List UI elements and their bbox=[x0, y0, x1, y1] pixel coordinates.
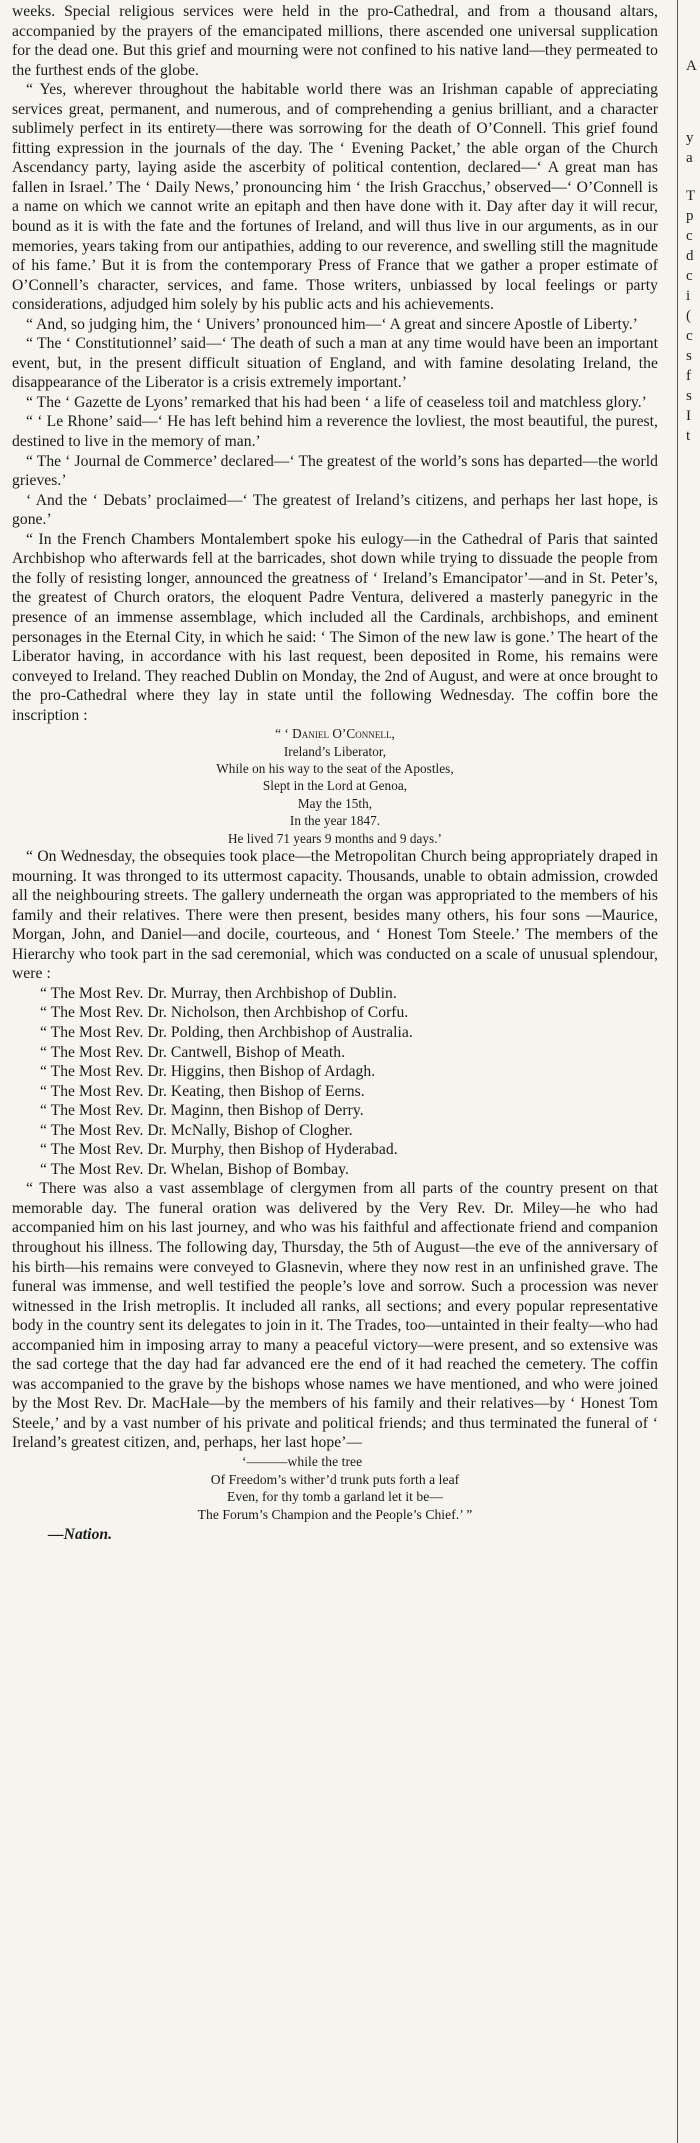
edge-letter: a bbox=[686, 150, 693, 166]
paragraph: “ The ‘ Constitutionnel’ said—‘ The death of such a man at any time would have been an important event, but, in the present difficult situation of England, and with famine desolating Ireland, the disappearance of the Liberator is a crisis extremely important.’ bbox=[12, 335, 658, 392]
edge-letter: s bbox=[686, 388, 692, 404]
inscription-line: In the year 1847. bbox=[289, 813, 381, 829]
verse-line: Of Freedom’s wither’d trunk puts forth a leaf bbox=[210, 1471, 460, 1487]
paragraph: “ The ‘ Journal de Commerce’ declared—‘ The greatest of the world’s sons has departed—the world grieves.’ bbox=[12, 452, 658, 490]
verse-line: ‘———while the tree bbox=[242, 1454, 363, 1470]
paragraph: “ There was also a vast assemblage of clergymen from all parts of the country present on that memorable day. The funeral oration was delivered by the Very Rev. Dr. Miley—he who had accompanied him on his last journey, and who was his faithful and affectionate friend and companion throughout his illness. The following day, Thursday, the 5th of August—the eve of the anniversary of his birth—his remains were conveyed to Glasnevin, where they now rest in an unfinished grave. The funeral was immense, and well testified the people’s love and sorrow. Such a procession was never witnessed in the Irish metroplis. It included all ranks, all sections; and every popular representative body in the country sent its delegates to join in it. The Trades, too—untainted in their fealty—who had accompanied him in imposing array to many a peaceful victory—were present, and so extensive was the sad cortege that the day had far advanced ere the end of it had reached the cemetery. The coffin was accompanied to the grave by the bishops whose names we have mentioned, and who were joined by the Most Rev. Dr. MacHale—by the members of his family and their relatives—by ‘ Honest Tom Steele,’ and by a vast number of his private and political friends; and thus terminated the funeral of ‘ Ireland’s greatest citizen, and, perhaps, her last hope’— bbox=[12, 1180, 658, 1452]
list-item: “ The Most Rev. Dr. Whelan, Bishop of Bombay. bbox=[40, 1160, 349, 1178]
inscription-line: He lived 71 years 9 months and 9 days.’ bbox=[227, 830, 442, 846]
article-column bbox=[12, 2, 658, 1545]
list-item: “ The Most Rev. Dr. Cantwell, Bishop of Meath. bbox=[40, 1043, 346, 1061]
edge-letter: I bbox=[686, 408, 691, 424]
list-item: “ The Most Rev. Dr. Nicholson, then Archbishop of Corfu. bbox=[40, 1004, 409, 1022]
edge-letter: i bbox=[686, 288, 691, 304]
edge-letter: d bbox=[686, 248, 694, 264]
paragraph: “ Yes, wherever throughout the habitable world there was an Irishman capable of appreciating services great, permanent, and numerous, and of comprehending a genius brilliant, and a character sublimely perfect in its entirety—there was sorrowing for the death of O’Connell. This grief found fitting expression in the journals of the day. The ‘ Evening Packet,’ the able organ of the Church Ascendancy party, laying aside the ascerbity of political contention, declared—‘ A great man has fallen in Israel.’ The ‘ Daily News,’ pronouncing him ‘ the Irish Gracchus,’ observed—‘ O’Connell is a name on which we cannot write an epitaph and then have done with it. Day after day it will recur, bound as it is with the fate and the fortunes of Ireland, and will thus live in our arguments, as in our memories, years taking from our antipathies, adding to our reverence, and swelling still the magnitude of his fame.’ But it is from the contemporary Press of France that we gather a proper estimate of O’Connell’s character, services, and fame. Those writers, unbiassed by local feelings or party considerations, adjudged him solely by his public acts and his achievements. bbox=[12, 81, 658, 314]
inscription-line: Ireland’s Liberator, bbox=[283, 743, 387, 759]
edge-letter: c bbox=[686, 228, 693, 244]
hierarchy-list bbox=[12, 984, 658, 1179]
edge-letter: y bbox=[686, 130, 694, 146]
list-item: “ The Most Rev. Dr. Higgins, then Bishop of Ardagh. bbox=[40, 1063, 376, 1081]
edge-letter: A bbox=[686, 58, 697, 74]
edge-letter: p bbox=[686, 208, 694, 224]
list-item: “ The Most Rev. Dr. Murray, then Archbishop of Dublin. bbox=[40, 984, 397, 1002]
inscription-line: May the 15th, bbox=[297, 795, 373, 811]
list-item: “ The Most Rev. Dr. Murphy, then Bishop of Hyderabad. bbox=[40, 1141, 398, 1159]
closing-verse bbox=[12, 1453, 658, 1523]
inscription-line: Slept in the Lord at Genoa, bbox=[262, 778, 408, 794]
inscription-line: While on his way to the seat of the Apostles, bbox=[216, 761, 454, 777]
adjacent-column-edge bbox=[684, 0, 700, 2143]
inscription-line: “ ‘ Daniel O’Connell, bbox=[275, 726, 395, 742]
edge-letter: ( bbox=[686, 308, 691, 324]
paragraph: “ In the French Chambers Montalembert spoke his eulogy—in the Cathedral of Paris that sainted Archbishop who afterwards fell at the barricades, shot down while trying to dissuade the people from the folly of resisting longer, announced the greatness of ‘ Ireland’s Emancipator’—and in St. Peter’s, the greatest of Church orators, the eloquent Padre Ventura, delivered a masterly panegyric in the presence of an immense assemblage, which included all the Cardinals, archbishops, and eminent personages in the Eternal City, in which he said: ‘ The Simon of the new law is gone.’ The heart of the Liberator having, in accordance with his last request, been deposited in Rome, his remains were conveyed to Ireland. They reached Dublin on Monday, the 2nd of August, and were at once brought to the pro-Cathedral where they lay in state until the following Wednesday. The coffin bore the inscription : bbox=[12, 530, 658, 724]
verse-line: Even, for thy tomb a garland let it be— bbox=[227, 1489, 443, 1505]
source-signature: —Nation. bbox=[48, 1526, 113, 1544]
paragraph: “ ‘ Le Rhone’ said—‘ He has left behind him a reverence the lovliest, the most beautiful, the purest, destined to live in the memory of man.’ bbox=[12, 413, 658, 451]
list-item: “ The Most Rev. Dr. Maginn, then Bishop of Derry. bbox=[40, 1102, 364, 1120]
paragraph: “ The ‘ Gazette de Lyons’ remarked that his had been ‘ a life of ceaseless toil and matchless glory.’ bbox=[26, 393, 647, 411]
list-item: “ The Most Rev. Dr. Polding, then Archbishop of Australia. bbox=[40, 1024, 413, 1041]
paragraph: ‘ And the ‘ Debats’ proclaimed—‘ The greatest of Ireland’s citizens, and perhaps her last hope, is gone.’ bbox=[12, 491, 658, 529]
edge-letter: c bbox=[686, 268, 693, 284]
edge-letter: t bbox=[686, 428, 691, 444]
list-item: “ The Most Rev. Dr. Keating, then Bishop of Eerns. bbox=[40, 1082, 365, 1100]
paragraph: “ And, so judging him, the ‘ Univers’ pronounced him—‘ A great and sincere Apostle of Liberty.’ bbox=[26, 315, 638, 333]
paragraph: weeks. Special religious services were held in the pro-Cathedral, and from a thousand altars, accompanied by the prayers of the emancipated millions, there ascended one universal supplication for the dead one. But this grief and mourning were not confined to his native land—they permeated to the furthest ends of the globe. bbox=[12, 3, 658, 79]
list-item: “ The Most Rev. Dr. McNally, Bishop of Clogher. bbox=[40, 1121, 353, 1139]
paragraph: “ On Wednesday, the obsequies took place—the Metropolitan Church being appropriately draped in mourning. It was thronged to its uttermost capacity. Thousands, unable to obtain admission, crowded all the neighbouring streets. The gallery underneath the organ was appropriated to the members of his family and their relatives. There were then present, besides many others, his four sons —Maurice, Morgan, John, and Daniel—and docile, courteous, and ‘ Honest Tom Steele.’ The members of the Hierarchy who took part in the sad ceremonial, which was conducted on a scale of unusual splendour, were : bbox=[12, 848, 658, 983]
verse-line: The Forum’s Champion and the People’s Chief.’ ” bbox=[197, 1506, 473, 1522]
edge-letter: c bbox=[686, 328, 693, 344]
edge-letter: T bbox=[686, 188, 696, 204]
edge-letter: f bbox=[686, 368, 691, 384]
coffin-inscription bbox=[12, 725, 658, 847]
column-rule bbox=[677, 0, 678, 2143]
edge-letter: s bbox=[686, 348, 692, 364]
